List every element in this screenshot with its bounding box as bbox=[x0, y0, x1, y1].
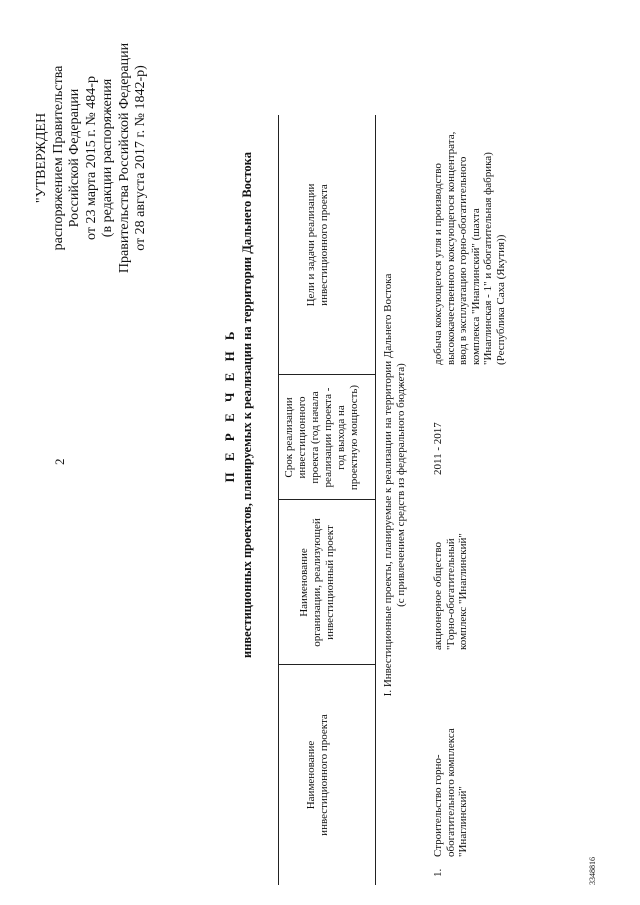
approval-line: (в редакции распоряжения bbox=[100, 78, 115, 238]
column-divider bbox=[278, 374, 375, 375]
row-project-name: Строительство горно- обогатительного комплекса "Инаглинский" bbox=[432, 728, 469, 857]
row-goals: добыча коксующегося угля и производство высококачественного коксующегося концентрата, ввод в эксплуатацию горно-обогатительного комплекса "Инаглинский" (шахта "Инаглинская - 1" и обогатительная фабрика) (Республика Саха (Якутия)) bbox=[432, 131, 507, 365]
approval-line: Российской Федерации bbox=[67, 88, 82, 228]
table-header-rule bbox=[375, 115, 376, 885]
approval-line: распоряжением Правительства bbox=[50, 65, 66, 251]
row-number: 1. bbox=[432, 868, 444, 877]
document-subtitle: инвестиционных проектов, планируемых к реализации на территории Дальнего Востока bbox=[240, 152, 254, 658]
column-divider bbox=[278, 499, 375, 500]
approval-line: от 28 августа 2017 г. № 1842-р) bbox=[133, 65, 148, 251]
table-top-rule bbox=[278, 115, 279, 885]
approval-line: Правительства Российской Федерации bbox=[116, 42, 132, 274]
header-implementation-period: Срок реализации инвестиционного проекта (год начала реализации проекта - год выхода на проектную мощность) bbox=[283, 384, 360, 491]
section-title: I. Инвестиционные проекты, планируемые к реализации на территории Дальнего Востока (с привлечением средств из федерального бюджета) bbox=[382, 273, 407, 697]
header-organization: Наименование организации, реализующей инвестиционный проект bbox=[298, 518, 336, 647]
approval-stamp bbox=[34, 28, 150, 288]
document-title: П Е Р Е Ч Е Н Ь bbox=[222, 327, 237, 483]
page-number: 2 bbox=[52, 458, 67, 465]
approval-line: "УТВЕРЖДЕН bbox=[34, 112, 49, 204]
header-project-name: Наименование инвестиционного проекта bbox=[305, 714, 330, 836]
approval-line: от 23 марта 2015 г. № 484-р bbox=[83, 76, 99, 240]
row-period: 2011 - 2017 bbox=[432, 422, 444, 475]
row-organization: акционерное общество "Горно-обогатительный комплекс "Инаглинский" bbox=[432, 533, 469, 650]
column-divider bbox=[278, 664, 375, 665]
header-goals: Цели и задачи реализации инвестиционного проекта bbox=[305, 183, 330, 307]
barcode-id: 3348816 bbox=[588, 857, 597, 885]
